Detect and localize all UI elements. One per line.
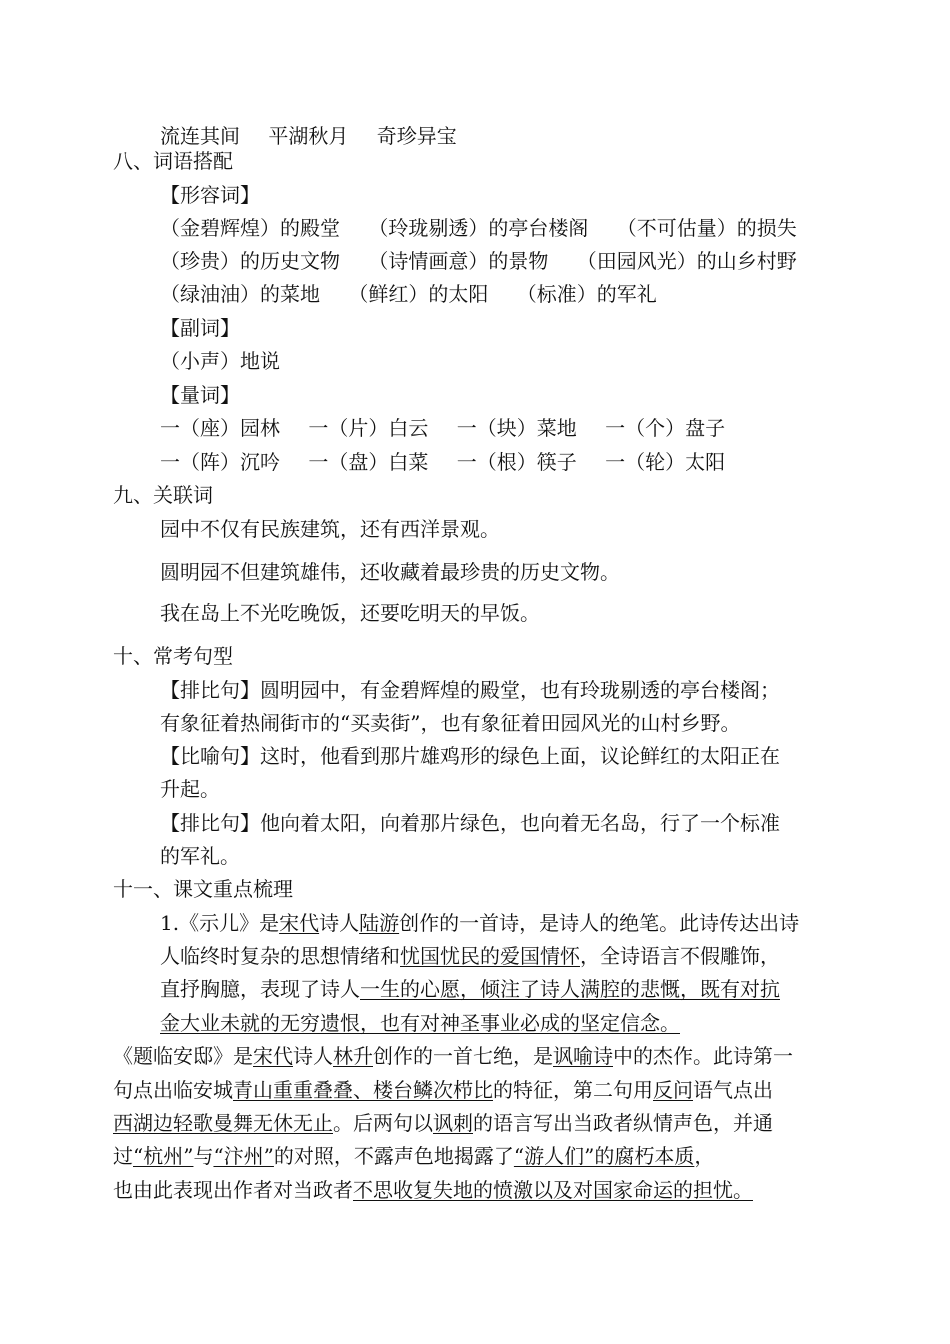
idiom: 奇珍异宝 bbox=[376, 124, 457, 148]
sentence-pattern-line: 升起。 bbox=[160, 777, 220, 801]
measure-word-row: 一（阵）沉吟 一（盘）白菜 一（根）筷子 一（轮）太阳 bbox=[160, 450, 726, 474]
section-heading-11: 十一、课文重点梳理 bbox=[113, 877, 293, 901]
adjective-row: （绿油油）的菜地 （鲜红）的太阳 （标准）的军礼 bbox=[160, 282, 657, 306]
section-heading-8: 八、词语搭配 bbox=[113, 149, 233, 173]
adjective-row: （金碧辉煌）的殿堂 （玲珑剔透）的亭台楼阁 （不可估量）的损失 bbox=[160, 216, 797, 240]
summary-line: 西湖边轻歌曼舞无休无止。后两句以讽刺的语言写出当政者纵情声色，并通 bbox=[113, 1111, 773, 1135]
summary-line: 金大业未就的无穷遗恨，也有对神圣事业必成的坚定信念。 bbox=[160, 1011, 680, 1035]
idiom: 流连其间 bbox=[160, 124, 240, 148]
sentence-pattern-line: 有象征着热闹街市的“买卖街”，也有象征着田园风光的山村乡野。 bbox=[160, 711, 741, 735]
sentence-pattern-line: 【排比句】圆明园中，有金碧辉煌的殿堂，也有玲珑剔透的亭台楼阁； bbox=[160, 678, 780, 702]
conjunction-sentence: 我在岛上不光吃晚饭，还要吃明天的早饭。 bbox=[160, 601, 540, 625]
summary-line: 也由此表现出作者对当政者不思收复失地的愤激以及对国家命运的担忧。 bbox=[113, 1178, 753, 1202]
summary-line: 1.《示儿》是宋代诗人陆游创作的一首诗，是诗人的绝笔。此诗传达出诗 bbox=[160, 911, 800, 935]
idiom: 平湖秋月 bbox=[268, 124, 349, 148]
summary-line: 人临终时复杂的思想情绪和忧国忧民的爱国情怀，全诗语言不假雕饰， bbox=[160, 944, 780, 968]
adverb-item: （小声）地说 bbox=[160, 349, 280, 373]
sentence-pattern-line: 【比喻句】这时，他看到那片雄鸡形的绿色上面，议论鲜红的太阳正在 bbox=[160, 744, 780, 768]
summary-line: 《题临安邸》是宋代诗人林升创作的一首七绝，是讽喻诗中的杰作。此诗第一 bbox=[113, 1044, 793, 1068]
sentence-pattern-line: 的军礼。 bbox=[160, 844, 240, 868]
adverb-label: 【副词】 bbox=[160, 316, 240, 340]
conjunction-sentence: 园中不仅有民族建筑，还有西洋景观。 bbox=[160, 517, 500, 541]
summary-line: 过“杭州”与“汴州”的对照，不露声色地揭露了“游人们”的腐朽本质， bbox=[113, 1144, 715, 1168]
summary-line: 直抒胸臆，表现了诗人一生的心愿，倾注了诗人满腔的悲慨，既有对抗 bbox=[160, 977, 780, 1001]
measure-word-row: 一（座）园林 一（片）白云 一（块）菜地 一（个）盘子 bbox=[160, 416, 726, 440]
adjective-label: 【形容词】 bbox=[160, 183, 260, 207]
section-heading-10: 十、常考句型 bbox=[113, 644, 233, 668]
adjective-row: （珍贵）的历史文物 （诗情画意）的景物 （田园风光）的山乡村野 bbox=[160, 249, 797, 273]
conjunction-sentence: 圆明园不但建筑雄伟，还收藏着最珍贵的历史文物。 bbox=[160, 560, 620, 584]
summary-line: 句点出临安城青山重重叠叠、楼台鳞次栉比的特征，第二句用反问语气点出 bbox=[113, 1078, 773, 1102]
sentence-pattern-line: 【排比句】他向着太阳，向着那片绿色，也向着无名岛，行了一个标准 bbox=[160, 811, 780, 835]
measure-word-label: 【量词】 bbox=[160, 383, 240, 407]
section-heading-9: 九、关联词 bbox=[113, 483, 213, 507]
